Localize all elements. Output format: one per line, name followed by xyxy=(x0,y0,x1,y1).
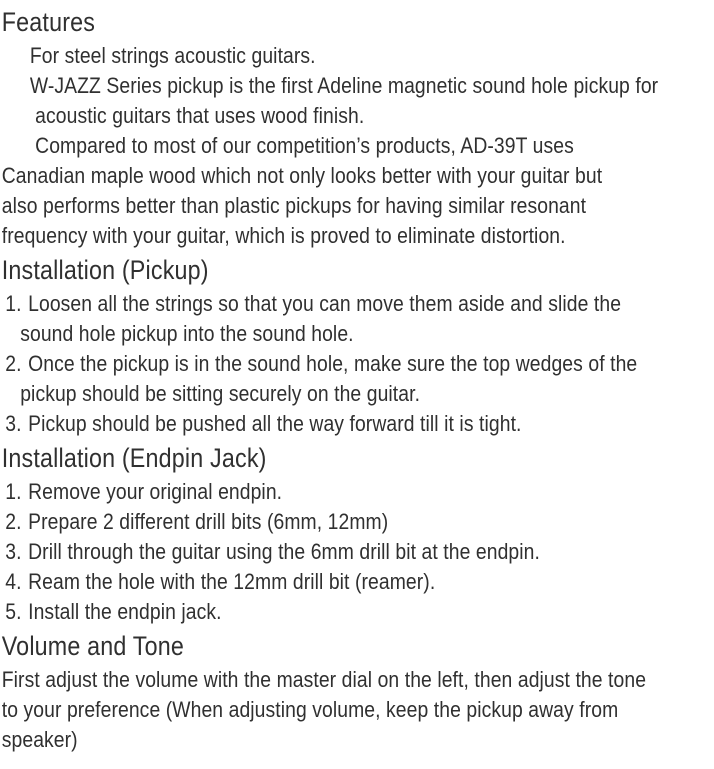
paragraph-line: First adjust the volume with the master dial on the left, then adjust the tone xyxy=(1,667,647,692)
section-heading-features: Features xyxy=(1,7,96,37)
list-item-line xyxy=(2,477,714,507)
list-item-number: 1. xyxy=(5,479,22,504)
paragraph-line: Compared to most of our competition’s products, AD-39T uses xyxy=(35,133,574,158)
section-volume-and-tone xyxy=(2,627,714,755)
paragraph-line: frequency with your guitar, which is proved to eliminate distortion. xyxy=(1,223,566,248)
list-item-number: 4. xyxy=(5,569,22,594)
list-item-number: 1. xyxy=(5,291,22,316)
list-item-line xyxy=(2,349,714,379)
paragraph-line: also performs better than plastic pickups for having similar resonant xyxy=(1,193,587,218)
section-features xyxy=(2,3,714,251)
list-item-continuation: pickup should be sitting securely on the guitar. xyxy=(20,381,421,406)
paragraph-line: to your preference (When adjusting volume, keep the pickup away from xyxy=(1,697,619,722)
list-item-text: Drill through the guitar using the 6mm drill bit at the endpin. xyxy=(28,539,540,564)
list-item-number: 2. xyxy=(5,351,22,376)
section-heading-volume-and-tone: Volume and Tone xyxy=(1,631,184,661)
list-item-line xyxy=(2,507,714,537)
list-item-line xyxy=(2,567,714,597)
paragraph-line: speaker) xyxy=(1,727,78,752)
section-heading-installation-pickup: Installation (Pickup) xyxy=(1,255,209,285)
paragraph-line: acoustic guitars that uses wood finish. xyxy=(35,103,365,128)
list-item-text: Once the pickup is in the sound hole, make sure the top wedges of the xyxy=(28,351,638,376)
list-item-text: Ream the hole with the 12mm drill bit (reamer). xyxy=(28,569,436,594)
list-item-number: 3. xyxy=(5,539,22,564)
list-item-line xyxy=(2,537,714,567)
paragraph-line: Canadian maple wood which not only looks better with your guitar but xyxy=(1,163,603,188)
list-item-line xyxy=(2,409,714,439)
list-item-line xyxy=(2,289,714,319)
paragraph-line: W-JAZZ Series pickup is the first Adeline magnetic sound hole pickup for xyxy=(29,73,659,98)
list-item-number: 5. xyxy=(5,599,22,624)
list-item-number: 3. xyxy=(5,411,22,436)
list-item-line xyxy=(2,597,714,627)
list-item-continuation: sound hole pickup into the sound hole. xyxy=(20,321,354,346)
list-item-text: Prepare 2 different drill bits (6mm, 12mm) xyxy=(28,509,389,534)
list-item-text: Loosen all the strings so that you can move them aside and slide the xyxy=(28,291,622,316)
list-item-text: Remove your original endpin. xyxy=(28,479,283,504)
list-item-text: Pickup should be pushed all the way forward till it is tight. xyxy=(28,411,522,436)
paragraph-line: For steel strings acoustic guitars. xyxy=(29,43,316,68)
list-item-text: Install the endpin jack. xyxy=(28,599,222,624)
list-item-number: 2. xyxy=(5,509,22,534)
section-installation-endpin-jack xyxy=(2,439,714,627)
section-installation-pickup xyxy=(2,251,714,439)
section-heading-installation-endpin-jack: Installation (Endpin Jack) xyxy=(1,443,267,473)
